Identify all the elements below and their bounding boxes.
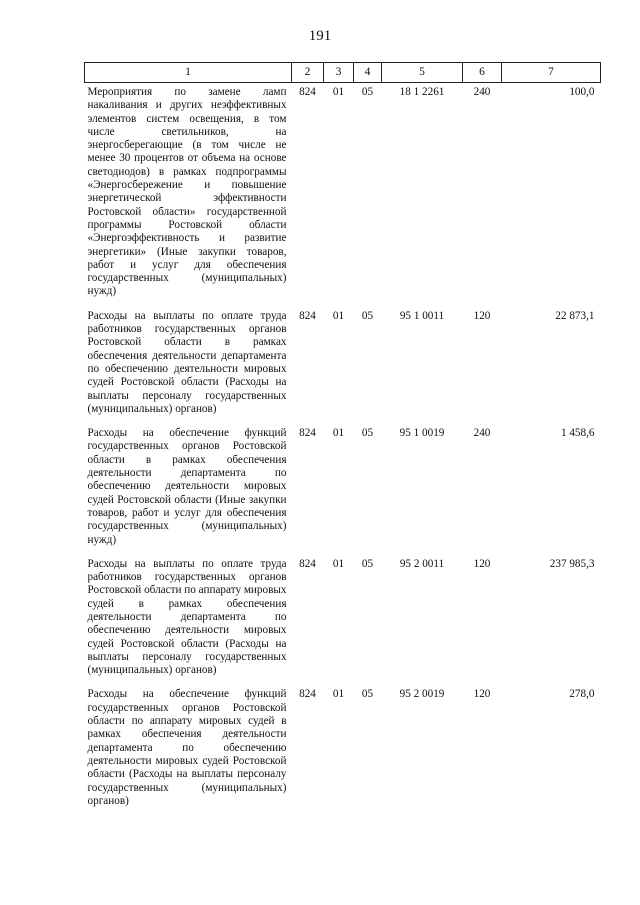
subsection-code: 05 bbox=[361, 557, 374, 570]
ministry-code: 824 bbox=[299, 688, 316, 701]
subsection-code: 05 bbox=[361, 86, 374, 98]
column-header: 5 bbox=[382, 63, 463, 83]
column-header: 2 bbox=[292, 63, 324, 83]
subsection-code: 05 bbox=[361, 688, 374, 701]
amount: 22 873,1 bbox=[555, 309, 595, 322]
row-description: Расходы на выплаты по оплате труда работников государственных органов Ростовской области по аппарату мировых судей в рамках обеспечения деятельности департамента по обеспечению деятельности мировых судей Ростовской области (Расходы на выплаты персоналу государственных (муниципальных) органов) bbox=[87, 557, 287, 677]
column-header: 7 bbox=[502, 63, 601, 83]
table-header-row bbox=[85, 63, 601, 83]
ministry-code: 824 bbox=[299, 557, 316, 570]
row-description: Расходы на обеспечение функций государственных органов Ростовской области в рамках обеспечения деятельности департамента по обеспечению деятельности мировых судей Ростовской области (Иные закупки товаров, работ и услуг для обеспечения государственных (муниципальных) нужд) bbox=[87, 427, 287, 546]
row-description: Мероприятия по замене ламп накаливания и других неэффективных элементов систем освещения, в том числе светильников, на энергосберегающие (в том числе не менее 30 процентов от объема на основе светодиодов) в рамках подпрограммы «Энергосбережение и повышение энергетической эффективности Ростовской области» государственной программы Ростовской области «Энергоэффективность и развитие энергетики» (Иные закупки товаров, работ и услуг для обеспечения государственных (муниципальных) нужд) bbox=[87, 86, 287, 298]
budget-table bbox=[84, 62, 601, 816]
amount: 237 985,3 bbox=[549, 557, 595, 570]
section-code: 01 bbox=[332, 427, 345, 440]
target-article-code: 95 2 0019 bbox=[399, 688, 445, 701]
target-article-code: 95 1 0019 bbox=[399, 427, 445, 440]
section-code: 01 bbox=[332, 86, 345, 98]
expense-type-code: 120 bbox=[473, 688, 491, 701]
ministry-code: 824 bbox=[299, 86, 316, 98]
expense-type-code: 120 bbox=[473, 557, 491, 570]
expense-type-code: 240 bbox=[473, 86, 491, 98]
column-header: 3 bbox=[324, 63, 354, 83]
expense-type-code: 120 bbox=[473, 309, 491, 322]
subsection-code: 05 bbox=[361, 427, 374, 440]
target-article-code: 95 2 0011 bbox=[399, 557, 445, 570]
table-row bbox=[85, 685, 601, 816]
row-description: Расходы на выплаты по оплате труда работников государственных органов Ростовской области в рамках обеспечения деятельности департамента по обеспечению деятельности мировых судей Ростовской области (Расходы на выплаты персоналу государственных (муниципальных) органов) bbox=[87, 309, 287, 415]
subsection-code: 05 bbox=[361, 309, 374, 322]
amount: 100,0 bbox=[569, 86, 595, 98]
ministry-code: 824 bbox=[299, 309, 316, 322]
target-article-code: 18 1 2261 bbox=[399, 86, 445, 98]
amount: 1 458,6 bbox=[560, 427, 595, 440]
section-code: 01 bbox=[332, 557, 345, 570]
target-article-code: 95 1 0011 bbox=[399, 309, 445, 322]
page-number: 191 bbox=[308, 28, 332, 44]
amount: 278,0 bbox=[569, 688, 595, 701]
table-row bbox=[85, 83, 601, 307]
table-row bbox=[85, 555, 601, 686]
column-header: 6 bbox=[463, 63, 502, 83]
table-row bbox=[85, 424, 601, 555]
column-header: 4 bbox=[354, 63, 382, 83]
table-row bbox=[85, 307, 601, 424]
ministry-code: 824 bbox=[299, 427, 316, 440]
section-code: 01 bbox=[332, 309, 345, 322]
column-header: 1 bbox=[85, 63, 292, 83]
section-code: 01 bbox=[332, 688, 345, 701]
expense-type-code: 240 bbox=[473, 427, 491, 440]
row-description: Расходы на обеспечение функций государственных органов Ростовской области по аппарату мировых судей в рамках обеспечения деятельности департамента по обеспечению деятельности мировых судей Ростовской области (Расходы на выплаты персоналу государственных (муниципальных) органов) bbox=[87, 688, 287, 807]
